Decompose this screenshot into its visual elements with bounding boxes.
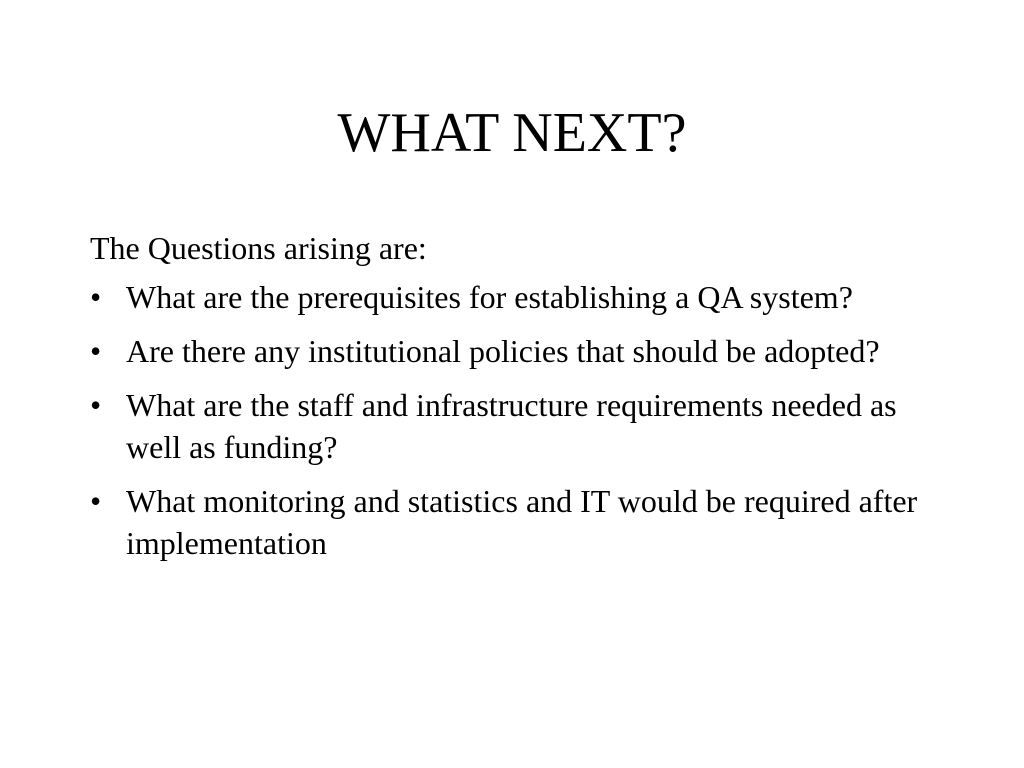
intro-text: The Questions arising are:: [90, 230, 427, 266]
question-item-3: [90, 384, 950, 468]
slide-title: WHAT NEXT?: [337, 102, 687, 164]
slide-body: [90, 226, 950, 576]
bullet-icon: •: [90, 279, 102, 315]
question-text: What are the staff and infrastructure requirements needed as well as funding?: [126, 387, 897, 465]
question-text: What are the prerequisites for establishing a QA system?: [126, 279, 853, 315]
question-list: [90, 276, 950, 564]
question-item-1: [90, 276, 950, 318]
question-item-2: [90, 330, 950, 372]
bullet-icon: •: [90, 333, 102, 369]
question-item-4: [90, 480, 950, 564]
question-text: What monitoring and statistics and IT would be required after implementation: [126, 483, 918, 561]
question-text: Are there any institutional policies that should be adopted?: [126, 333, 880, 369]
bullet-icon: •: [90, 387, 102, 423]
bullet-icon: •: [90, 483, 102, 519]
